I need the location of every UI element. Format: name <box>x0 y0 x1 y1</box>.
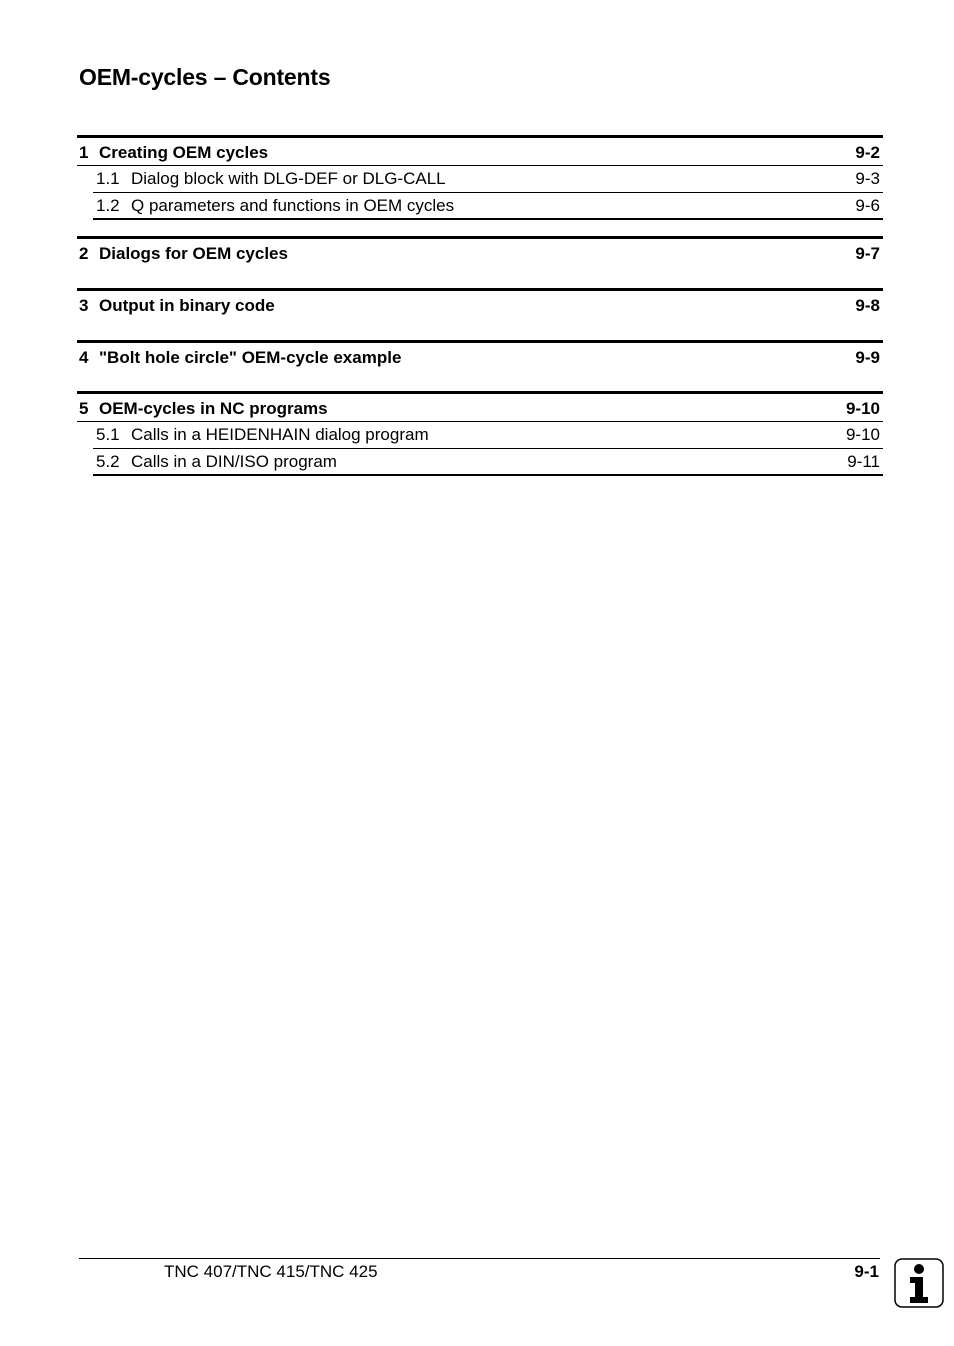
chapter-page: 9-8 <box>855 296 880 315</box>
footer-rule <box>79 1258 880 1259</box>
toc-section-5 <box>77 391 883 476</box>
toc-section-4 <box>77 340 883 371</box>
toc-sub-row[interactable] <box>93 422 883 449</box>
footer-page-number: 9-1 <box>854 1262 879 1281</box>
sub-title: Calls in a DIN/ISO program <box>131 451 337 471</box>
chapter-number: 4 <box>79 348 89 367</box>
chapter-title: Dialogs for OEM cycles <box>99 244 288 263</box>
chapter-page: 9-2 <box>855 142 880 162</box>
toc-section-1 <box>77 135 883 220</box>
sub-page: 9-3 <box>855 169 880 188</box>
sub-number: 5.1 <box>96 425 120 444</box>
page-title: OEM-cycles – Contents <box>79 64 331 90</box>
spacer <box>77 267 883 288</box>
spacer <box>77 220 883 236</box>
info-icon <box>894 1258 944 1308</box>
spacer <box>77 371 883 391</box>
toc-chapter-row[interactable] <box>77 135 883 166</box>
table-of-contents <box>77 135 883 476</box>
chapter-title: OEM-cycles in NC programs <box>99 398 328 418</box>
toc-sub-row[interactable] <box>93 193 883 220</box>
sub-title: Calls in a HEIDENHAIN dialog program <box>131 425 429 444</box>
toc-chapter-row[interactable] <box>77 236 883 267</box>
toc-chapter-row[interactable] <box>77 340 883 371</box>
spacer <box>77 319 883 340</box>
chapter-title: Output in binary code <box>99 296 275 315</box>
chapter-page: 9-10 <box>845 398 880 418</box>
footer-model: TNC 407/TNC 415/TNC 425 <box>164 1262 378 1281</box>
toc-section-3 <box>77 288 883 319</box>
sub-page: 9-6 <box>855 195 880 215</box>
chapter-number: 2 <box>79 244 89 263</box>
toc-section-2 <box>77 236 883 267</box>
sub-page: 9-10 <box>845 425 880 444</box>
chapter-page: 9-7 <box>855 244 880 263</box>
sub-number: 1.1 <box>96 169 120 188</box>
sub-list <box>93 422 883 476</box>
sub-title: Q parameters and functions in OEM cycles <box>131 195 455 215</box>
toc-chapter-row[interactable] <box>77 391 883 422</box>
sub-number: 1.2 <box>96 195 120 215</box>
sub-page: 9-11 <box>847 451 880 471</box>
toc-sub-row[interactable] <box>93 449 883 476</box>
toc-sub-row[interactable] <box>93 166 883 193</box>
chapter-title: Creating OEM cycles <box>99 142 269 162</box>
chapter-number: 5 <box>79 398 89 418</box>
toc-chapter-row[interactable] <box>77 288 883 319</box>
sub-number: 5.2 <box>96 451 120 471</box>
chapter-number: 3 <box>79 296 89 315</box>
chapter-title: "Bolt hole circle" OEM-cycle example <box>99 348 402 367</box>
chapter-number: 1 <box>79 142 89 162</box>
sub-title: Dialog block with DLG-DEF or DLG-CALL <box>131 169 446 188</box>
sub-list <box>93 166 883 220</box>
chapter-page: 9-9 <box>855 348 880 367</box>
